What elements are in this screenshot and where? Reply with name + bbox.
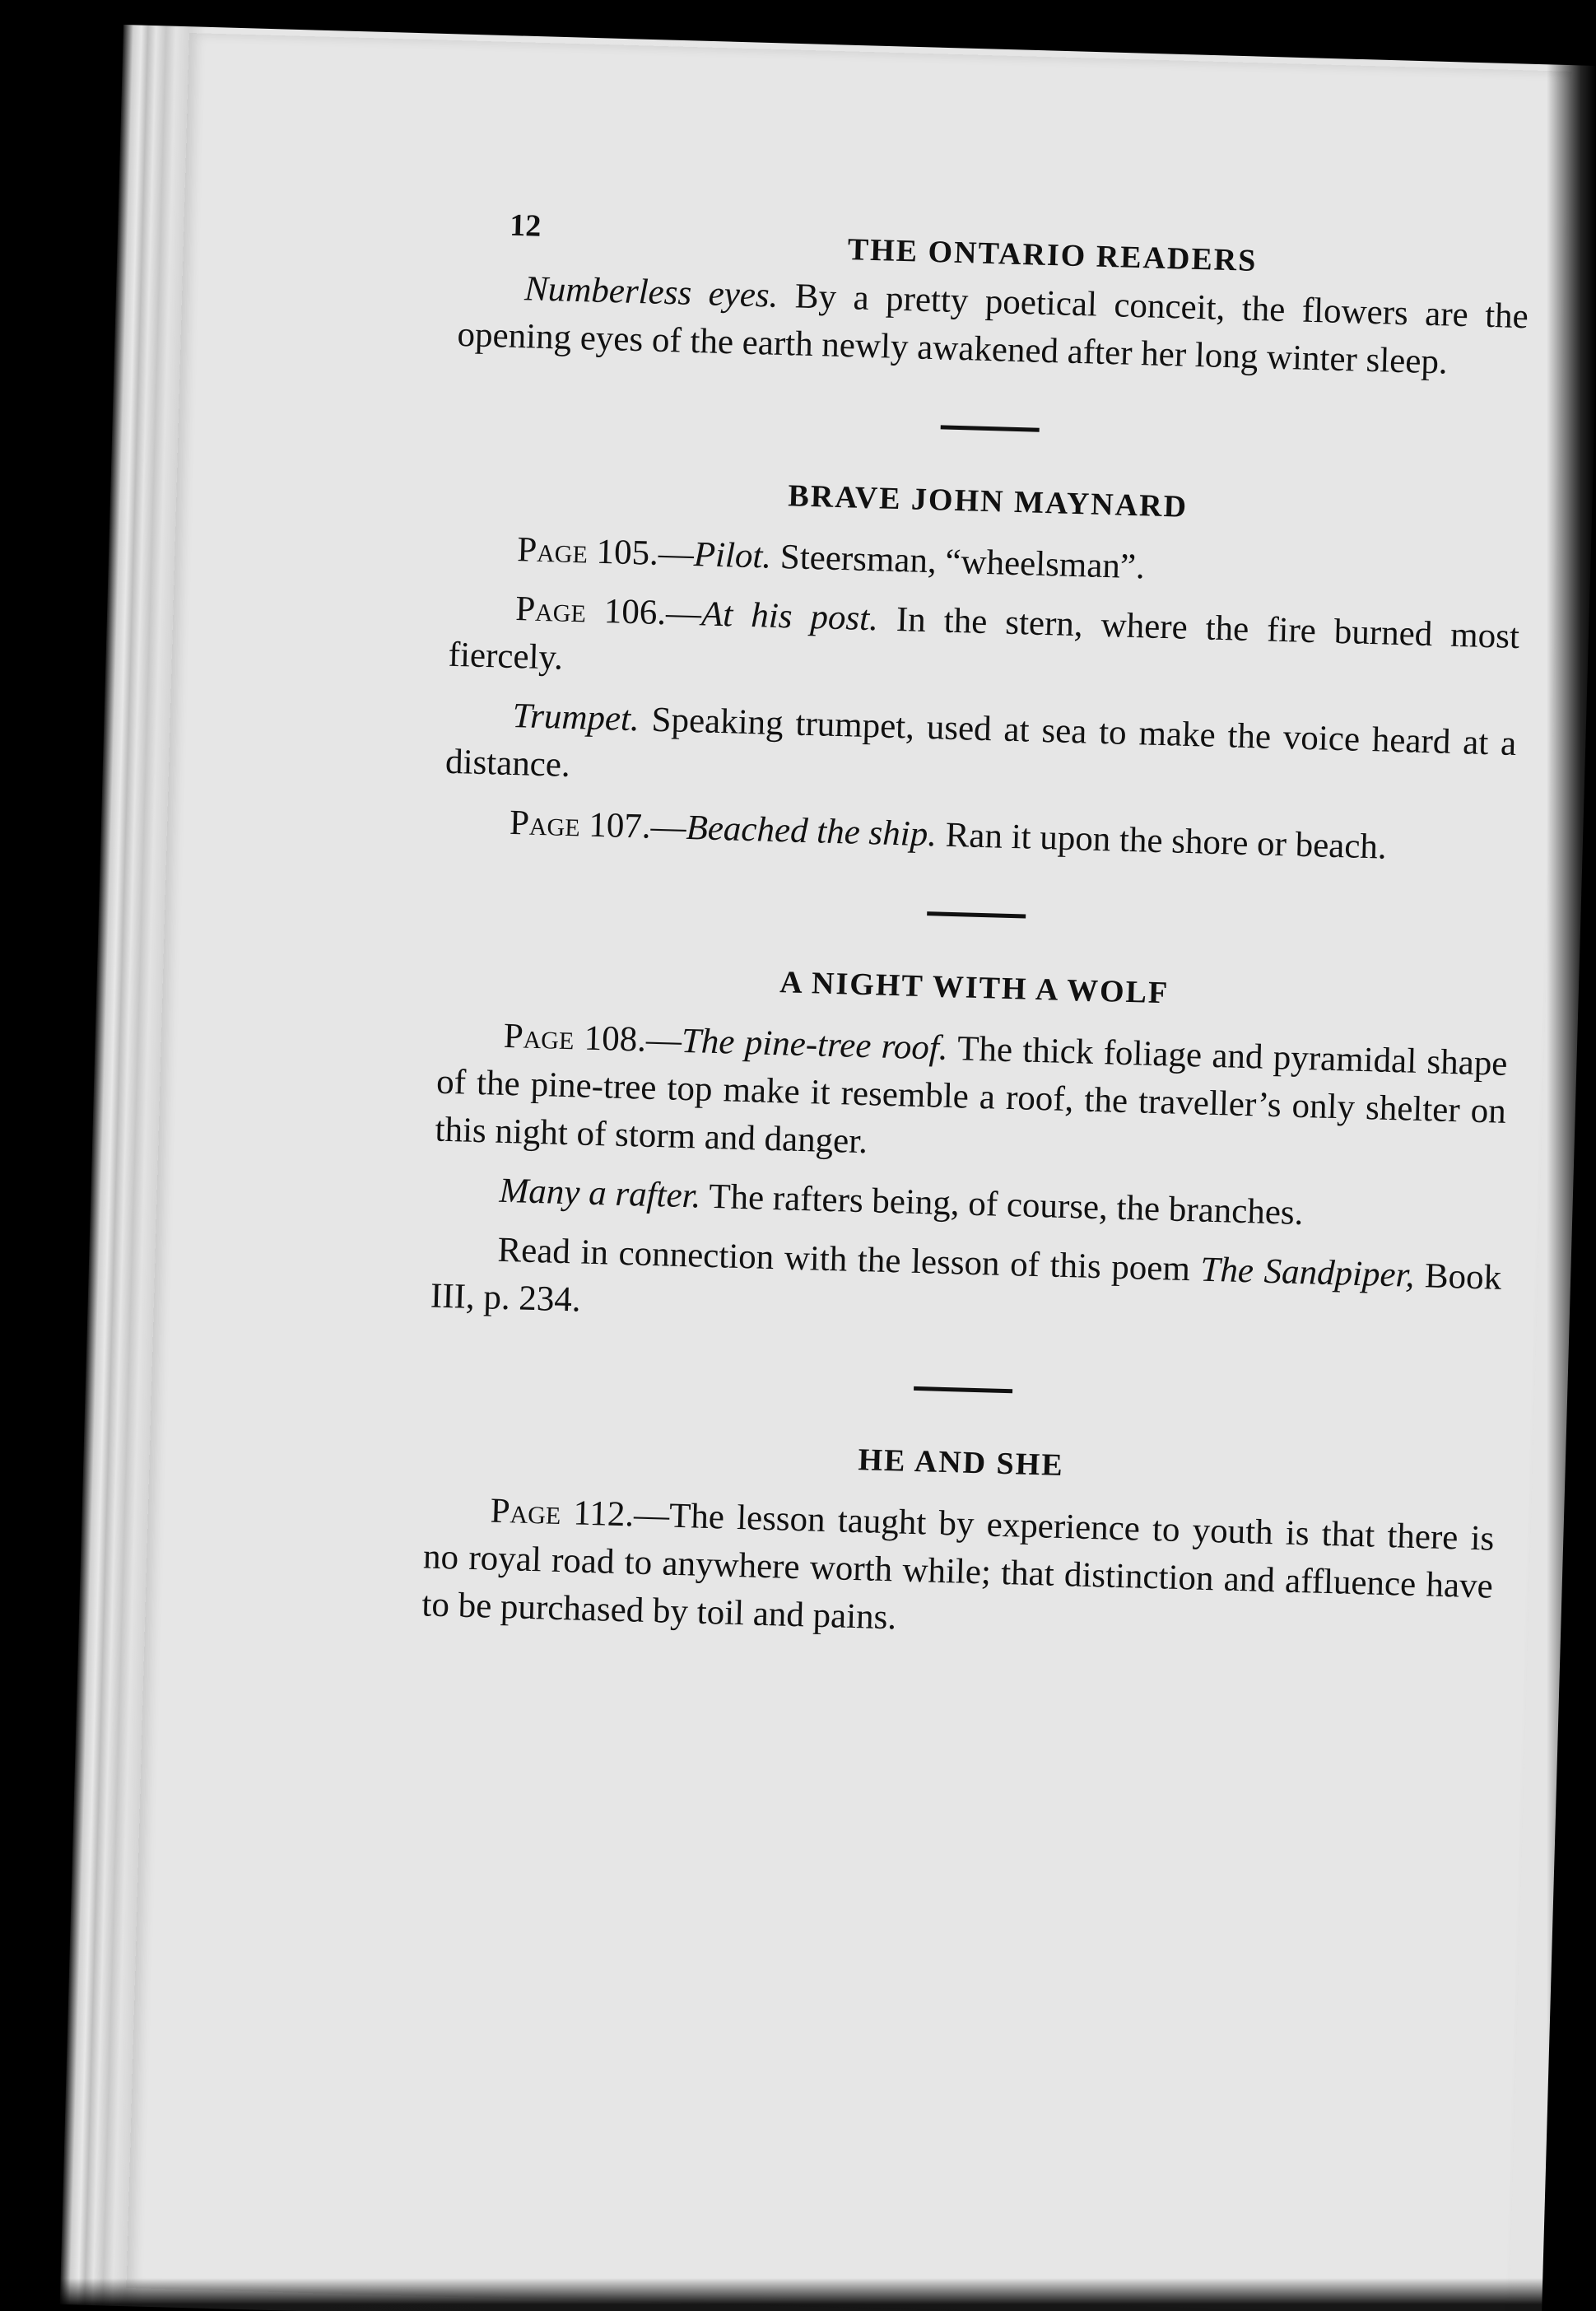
section-title: HE AND SHE: [857, 1442, 1065, 1484]
section-he-and-she: [421, 1429, 1496, 1658]
page-ref: Page 106.—: [514, 589, 702, 634]
section-brave-john-maynard: [443, 468, 1523, 875]
section-title: A NIGHT WITH A WOLF: [779, 965, 1170, 1011]
page-ref: Page 108.—: [503, 1016, 682, 1060]
note-lead: Beached the ship.: [685, 808, 938, 855]
note-lead: At his post.: [700, 594, 879, 639]
note-paragraph: [444, 691, 1517, 816]
note-lead: Many a rafter.: [498, 1171, 702, 1216]
section-divider: [914, 1386, 1012, 1393]
note-text: Steersman, “wheelsman”.: [770, 537, 1146, 587]
note-lead: Pilot.: [693, 535, 772, 576]
section-a-night-with-a-wolf: [430, 955, 1510, 1350]
note-paragraph: [430, 1225, 1502, 1350]
note-paragraph: [448, 584, 1520, 709]
note-paragraph: [435, 1011, 1508, 1184]
note-tail: Book III, p. 234.: [430, 1256, 1502, 1320]
section-divider: [941, 425, 1040, 431]
note-paragraph: [421, 1485, 1495, 1658]
note-text: In the stern, where the fire burned most fiercely.: [448, 599, 1520, 678]
intro-text: By a pretty poetical conceit, the flowers are the opening eyes of the earth newly awakened after her long winter sleep.: [456, 276, 1529, 382]
note-text: The rafters being, of course, the branches.: [700, 1176, 1305, 1233]
note-text: Read in connection with the lesson of this poem: [496, 1230, 1202, 1289]
running-title: THE ONTARIO READERS: [847, 232, 1258, 279]
page-number: 12: [509, 207, 542, 244]
note-lead: Trumpet.: [512, 697, 640, 739]
note-text: Ran it upon the shore or beach.: [936, 815, 1388, 867]
section-divider: [927, 911, 1026, 918]
page-ref: Page 105.—: [516, 530, 695, 575]
page-ref: Page 112.—: [490, 1491, 670, 1535]
note-text: Speaking trumpet, used at sea to make the voice heard at a distance.: [444, 700, 1517, 785]
page-text: [421, 206, 1530, 1670]
page-ref: Page 107.—: [509, 803, 687, 847]
note-lead: The pine-tree roof.: [681, 1021, 949, 1068]
page-bottom-shadow: [0, 2278, 1596, 2311]
note-text: The thick foliage and pyramidal shape of the pine-tree top make it resemble a roof, the traveller’s only shelter on this night of storm and danger.: [435, 1028, 1509, 1162]
section-title: BRAVE JOHN MAYNARD: [787, 478, 1189, 524]
note-text: The lesson taught by experience to youth is that there is no royal road to anywhere worth while; that distinction and affluence have to be purchased by toil and pains.: [421, 1496, 1495, 1638]
intro-lead: Numberless eyes.: [523, 269, 779, 315]
page-gutter-shadow: [1547, 0, 1596, 2311]
note-tail-italic: The Sandpiper,: [1199, 1250, 1415, 1295]
